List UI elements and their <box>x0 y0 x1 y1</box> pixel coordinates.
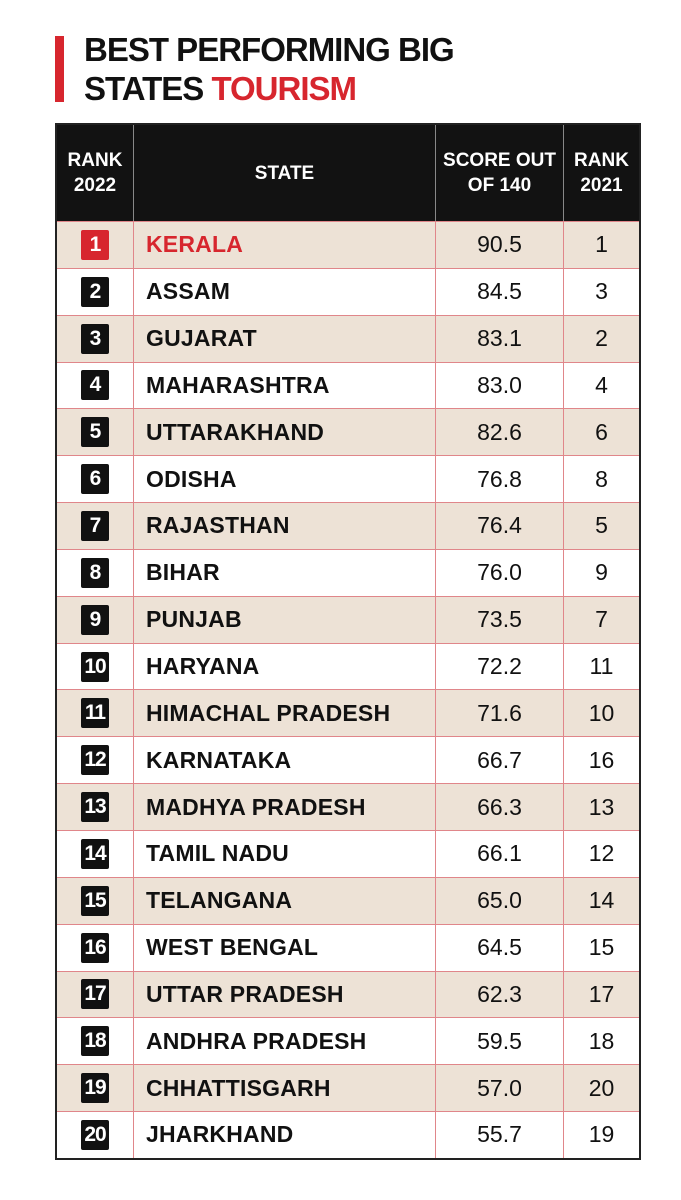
header-rank-2021-line-1: RANK <box>574 150 629 171</box>
header-rank-2022-line-2: 2022 <box>73 175 117 196</box>
state-name: GUJARAT <box>133 316 435 362</box>
rank-2022-cell <box>57 503 133 549</box>
score-value: 64.5 <box>435 925 563 971</box>
score-value: 72.2 <box>435 644 563 690</box>
state-name: RAJASTHAN <box>133 503 435 549</box>
header-score-line-1: SCORE OUT <box>443 150 556 171</box>
table-row <box>57 643 639 690</box>
rank-2022-cell <box>57 737 133 783</box>
rank-2022-badge: 5 <box>81 417 109 447</box>
rank-2021-value: 5 <box>563 503 639 549</box>
state-name: CHHATTISGARH <box>133 1065 435 1111</box>
rank-2022-cell <box>57 690 133 736</box>
header-state-label: STATE <box>254 162 315 184</box>
rank-2022-badge: 16 <box>81 933 109 963</box>
rank-2021-value: 1 <box>563 222 639 268</box>
rank-2022-cell <box>57 925 133 971</box>
rank-2021-value: 2 <box>563 316 639 362</box>
state-name: MADHYA PRADESH <box>133 784 435 830</box>
rank-2022-badge: 17 <box>81 979 109 1009</box>
header-rank-2022-line-1: RANK <box>67 150 123 171</box>
table-row <box>57 830 639 877</box>
rank-2021-value: 16 <box>563 737 639 783</box>
rank-2021-value: 20 <box>563 1065 639 1111</box>
score-value: 66.1 <box>435 831 563 877</box>
title-line-2-accent: TOURISM <box>211 70 357 107</box>
table-row <box>57 783 639 830</box>
rank-2022-cell <box>57 550 133 596</box>
score-value: 73.5 <box>435 597 563 643</box>
table-row <box>57 455 639 502</box>
rank-2022-badge: 14 <box>81 839 109 869</box>
state-name: UTTAR PRADESH <box>133 972 435 1018</box>
table-row <box>57 736 639 783</box>
state-name: UTTARAKHAND <box>133 409 435 455</box>
rank-2022-cell <box>57 972 133 1018</box>
title-line-1: BEST PERFORMING BIG <box>84 31 454 68</box>
table-row <box>57 877 639 924</box>
rank-2022-badge: 4 <box>81 370 109 400</box>
rank-2022-badge: 10 <box>81 652 109 682</box>
rank-2022-cell <box>57 1065 133 1111</box>
state-name: PUNJAB <box>133 597 435 643</box>
state-name: ANDHRA PRADESH <box>133 1018 435 1064</box>
score-value: 83.1 <box>435 316 563 362</box>
score-value: 55.7 <box>435 1112 563 1158</box>
header-rank-2021 <box>563 125 639 221</box>
table-row <box>57 502 639 549</box>
rank-2022-cell <box>57 878 133 924</box>
rank-2022-badge: 3 <box>81 324 109 354</box>
rank-2021-value: 8 <box>563 456 639 502</box>
state-name: TELANGANA <box>133 878 435 924</box>
rank-2021-value: 3 <box>563 269 639 315</box>
rank-2022-badge: 12 <box>81 745 109 775</box>
table-row <box>57 971 639 1018</box>
title-accent-bar <box>55 36 64 102</box>
rank-2022-cell <box>57 456 133 502</box>
rank-2022-badge: 1 <box>81 230 109 260</box>
rank-2021-value: 10 <box>563 690 639 736</box>
rank-2022-cell <box>57 831 133 877</box>
chart-title <box>84 30 454 108</box>
table-row <box>57 1017 639 1064</box>
table-row <box>57 596 639 643</box>
state-name: JHARKHAND <box>133 1112 435 1158</box>
rank-2021-value: 18 <box>563 1018 639 1064</box>
table-row <box>57 1064 639 1111</box>
rank-2022-cell <box>57 1018 133 1064</box>
rank-2022-badge: 20 <box>81 1120 109 1150</box>
score-value: 59.5 <box>435 1018 563 1064</box>
table-row <box>57 268 639 315</box>
rank-2021-value: 13 <box>563 784 639 830</box>
state-name: KARNATAKA <box>133 737 435 783</box>
score-value: 84.5 <box>435 269 563 315</box>
rank-2022-cell <box>57 269 133 315</box>
table-row <box>57 689 639 736</box>
header-score <box>435 125 563 221</box>
title-line-2-prefix: STATES <box>84 70 212 107</box>
state-name: HIMACHAL PRADESH <box>133 690 435 736</box>
rank-2021-value: 19 <box>563 1112 639 1158</box>
table-row <box>57 408 639 455</box>
rank-2022-cell <box>57 409 133 455</box>
rank-2022-badge: 9 <box>81 605 109 635</box>
state-name: KERALA <box>133 222 435 268</box>
table-row <box>57 221 639 268</box>
score-value: 57.0 <box>435 1065 563 1111</box>
rank-2022-cell <box>57 784 133 830</box>
rank-2022-cell <box>57 316 133 362</box>
rank-2022-cell <box>57 597 133 643</box>
rank-2022-badge: 18 <box>81 1026 109 1056</box>
score-value: 76.4 <box>435 503 563 549</box>
rank-2021-value: 7 <box>563 597 639 643</box>
score-value: 62.3 <box>435 972 563 1018</box>
table-header <box>57 125 639 221</box>
state-name: TAMIL NADU <box>133 831 435 877</box>
table-row <box>57 1111 639 1158</box>
rank-2022-badge: 19 <box>81 1073 109 1103</box>
score-value: 76.0 <box>435 550 563 596</box>
header-rank-2022 <box>57 125 133 221</box>
rank-2021-value: 17 <box>563 972 639 1018</box>
state-name: MAHARASHTRA <box>133 363 435 409</box>
ranking-table <box>55 123 641 1160</box>
table-row <box>57 924 639 971</box>
rank-2022-badge: 2 <box>81 277 109 307</box>
table-row <box>57 549 639 596</box>
rank-2022-badge: 11 <box>81 698 109 728</box>
rank-2022-badge: 15 <box>81 886 109 916</box>
rank-2022-cell <box>57 363 133 409</box>
rank-2022-cell <box>57 1112 133 1158</box>
header-rank-2021-line-2: 2021 <box>580 175 623 196</box>
score-value: 76.8 <box>435 456 563 502</box>
score-value: 66.3 <box>435 784 563 830</box>
state-name: BIHAR <box>133 550 435 596</box>
table-row <box>57 315 639 362</box>
rank-2022-badge: 6 <box>81 464 109 494</box>
header-state <box>133 125 435 221</box>
state-name: WEST BENGAL <box>133 925 435 971</box>
rank-2021-value: 14 <box>563 878 639 924</box>
rank-2021-value: 12 <box>563 831 639 877</box>
score-value: 65.0 <box>435 878 563 924</box>
rank-2021-value: 9 <box>563 550 639 596</box>
rank-2022-badge: 8 <box>81 558 109 588</box>
state-name: ODISHA <box>133 456 435 502</box>
rank-2022-cell <box>57 222 133 268</box>
rank-2021-value: 15 <box>563 925 639 971</box>
header-score-line-2: OF 140 <box>467 175 532 196</box>
score-value: 82.6 <box>435 409 563 455</box>
rank-2021-value: 11 <box>563 644 639 690</box>
rank-2022-badge: 7 <box>81 511 109 541</box>
state-name: HARYANA <box>133 644 435 690</box>
score-value: 71.6 <box>435 690 563 736</box>
score-value: 90.5 <box>435 222 563 268</box>
rank-2022-badge: 13 <box>81 792 109 822</box>
rank-2021-value: 6 <box>563 409 639 455</box>
score-value: 83.0 <box>435 363 563 409</box>
rank-2021-value: 4 <box>563 363 639 409</box>
rank-2022-cell <box>57 644 133 690</box>
table-body <box>57 221 639 1158</box>
state-name: ASSAM <box>133 269 435 315</box>
table-row <box>57 362 639 409</box>
score-value: 66.7 <box>435 737 563 783</box>
